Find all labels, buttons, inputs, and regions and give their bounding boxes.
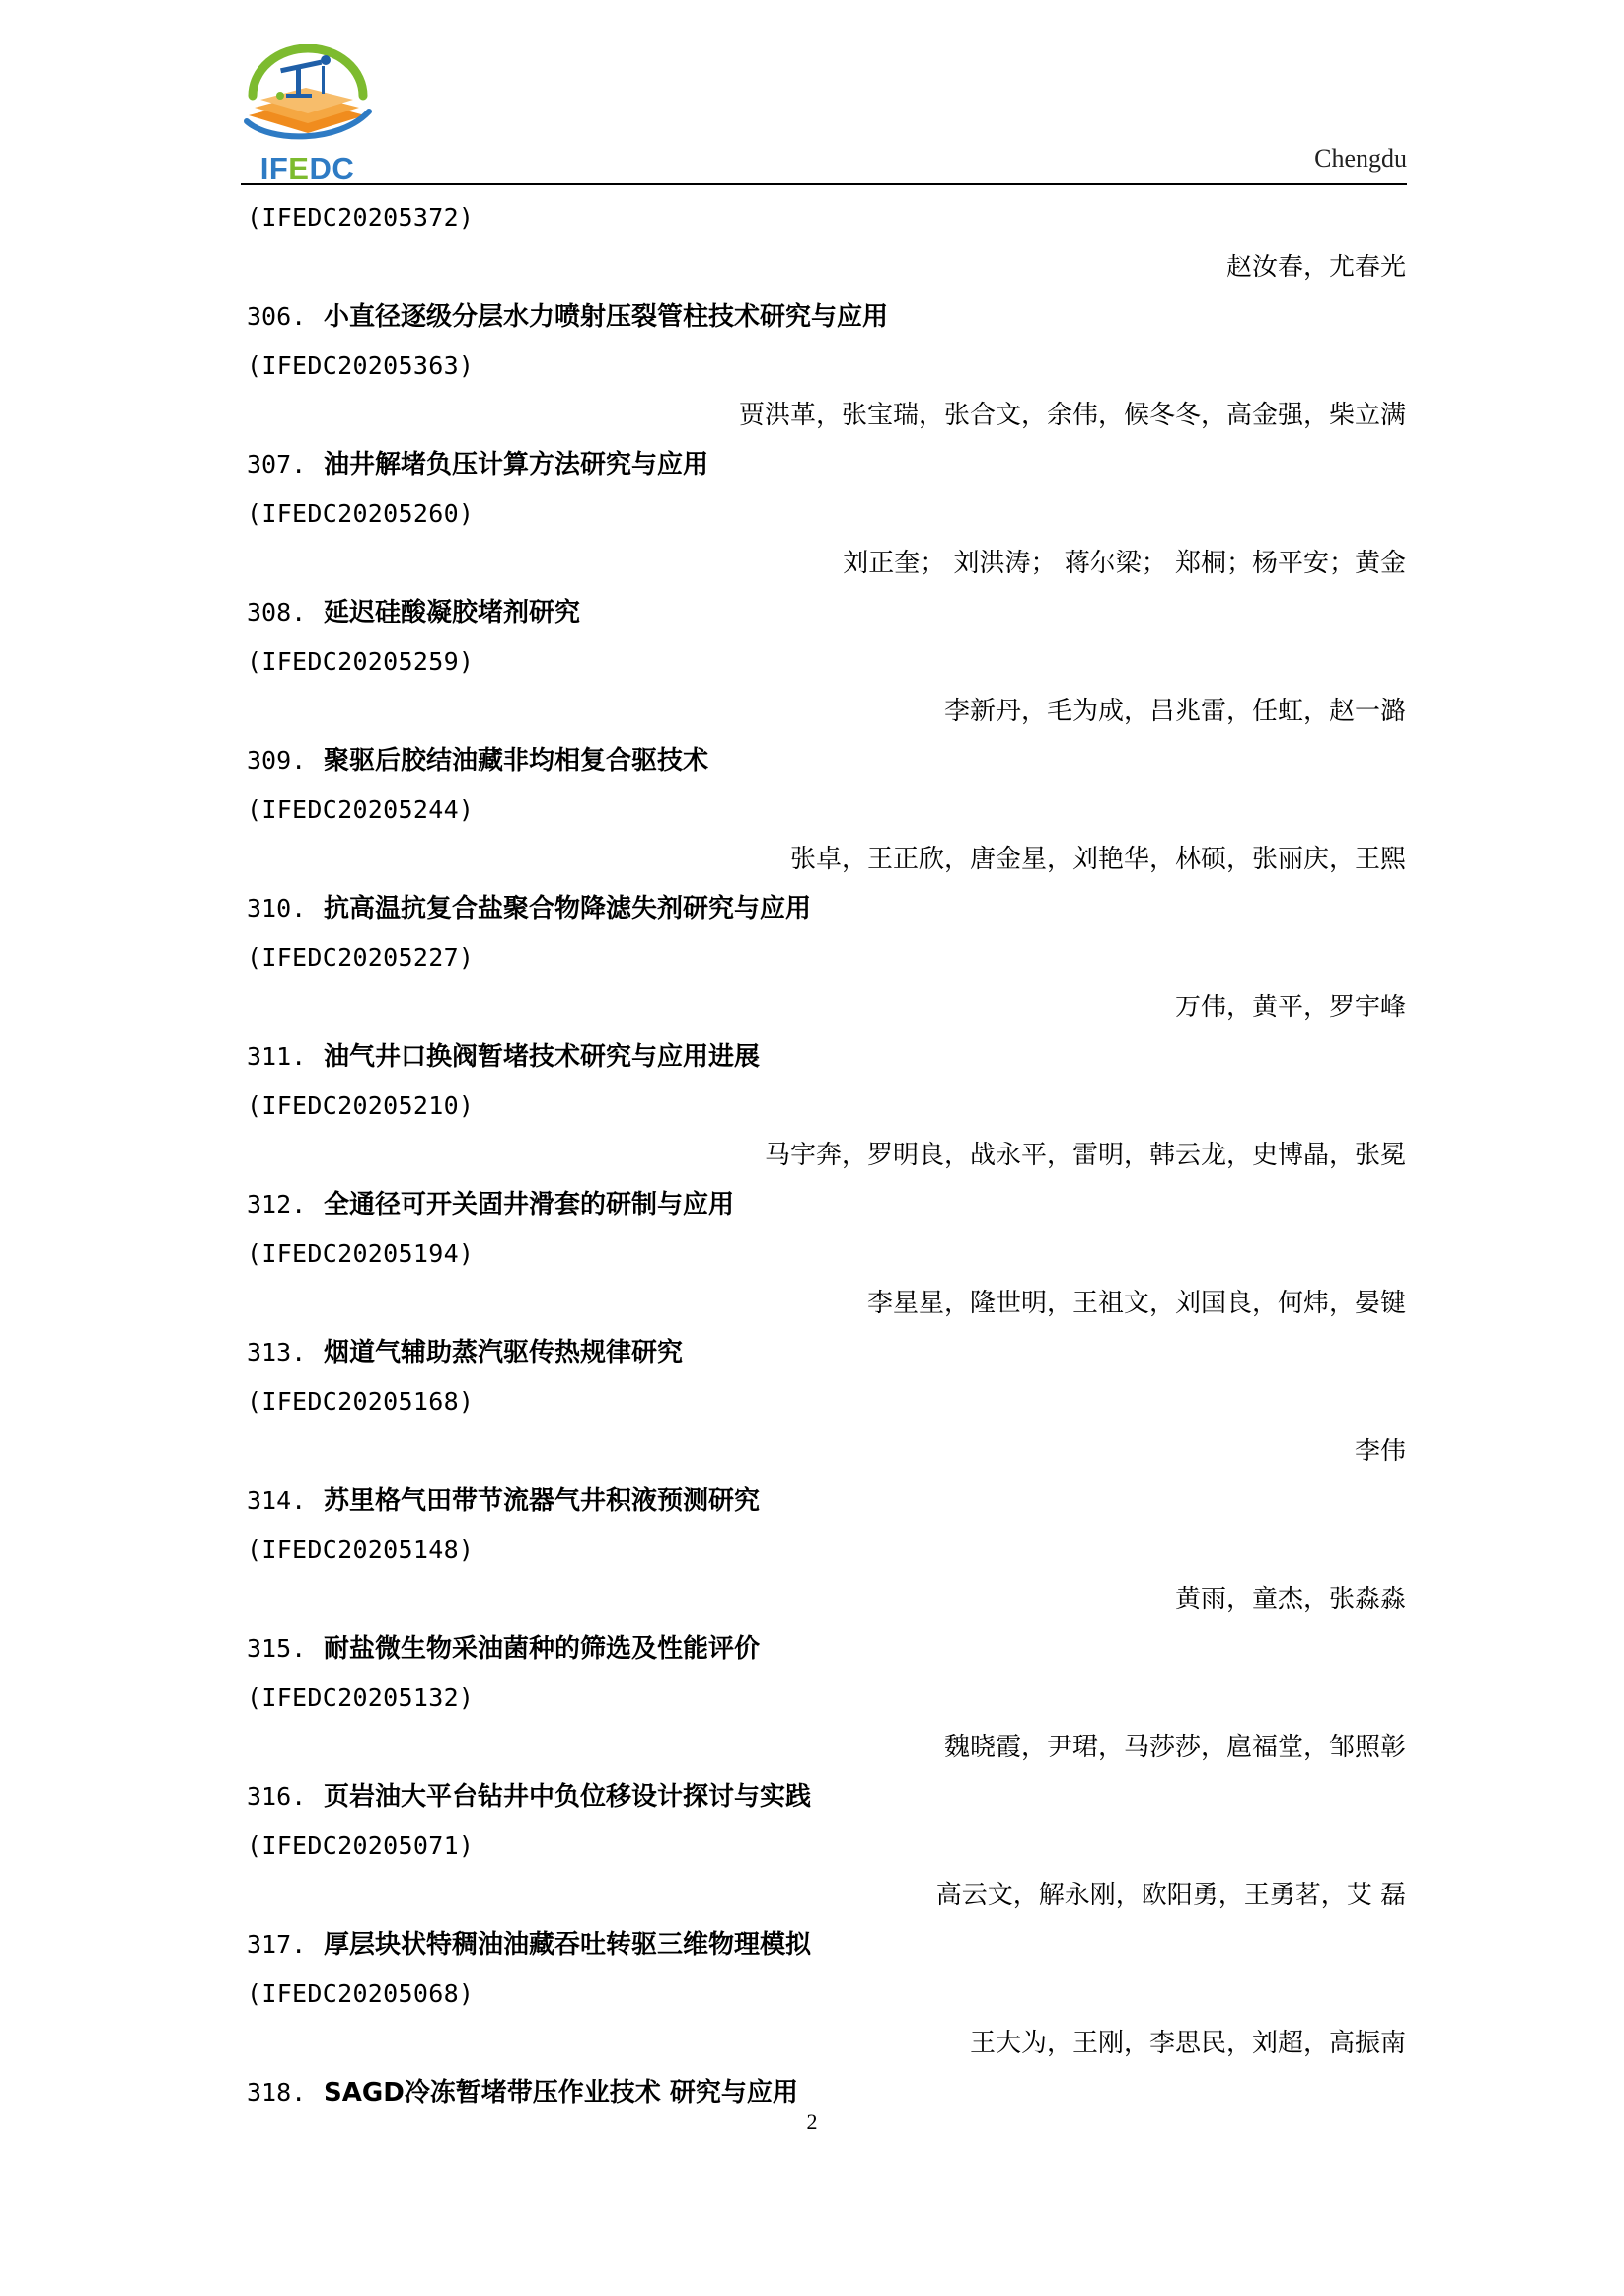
paper-entry xyxy=(247,1180,1406,1328)
paper-list xyxy=(247,193,1406,2117)
paper-code: (IFEDC20205194) xyxy=(247,1239,475,1268)
paper-number: 306. xyxy=(247,302,307,331)
paper-title: 页岩油大平台钻井中负位移设计探讨与实践 xyxy=(324,1782,812,1812)
page-number: 2 xyxy=(806,2110,818,2134)
paper-entry xyxy=(247,588,1406,736)
paper-title: 油气井口换阀暂堵技术研究与应用进展 xyxy=(324,1042,761,1072)
paper-title: 厚层块状特稠油油藏吞吐转驱三维物理模拟 xyxy=(324,1930,812,1960)
paper-code: (IFEDC20205071) xyxy=(247,1831,475,1860)
paper-authors: 万伟，黄平，罗宇峰 xyxy=(1174,993,1406,1022)
paper-code: (IFEDC20205227) xyxy=(247,943,475,972)
paper-title: 烟道气辅助蒸汽驱传热规律研究 xyxy=(324,1338,684,1368)
header-divider xyxy=(241,183,1407,185)
paper-title-line xyxy=(247,1772,1406,1821)
paper-code: (IFEDC20205068) xyxy=(247,1979,475,2008)
paper-entry xyxy=(247,1032,1406,1180)
ifedc-logo xyxy=(241,44,374,183)
paper-title: 小直径逐级分层水力喷射压裂管柱技术研究与应用 xyxy=(324,302,889,332)
paper-entry xyxy=(247,884,1406,1032)
paper-entry xyxy=(247,440,1406,588)
paper-title: 抗高温抗复合盐聚合物降滤失剂研究与应用 xyxy=(324,894,812,924)
paper-entry xyxy=(247,1624,1406,1772)
paper-code: (IFEDC20205372) xyxy=(247,203,475,232)
paper-authors: 李星星，隆世明，王祖文，刘国良，何炜，晏键 xyxy=(866,1289,1406,1318)
paper-title-line xyxy=(247,1920,1406,1969)
paper-title-line xyxy=(247,1624,1406,1673)
paper-entry xyxy=(247,1476,1406,1624)
paper-authors: 张卓，王正欣，唐金星，刘艳华，林硕，张丽庆，王熙 xyxy=(789,845,1406,874)
paper-number: 314. xyxy=(247,1486,307,1515)
paper-code: (IFEDC20205363) xyxy=(247,351,475,380)
paper-entry xyxy=(247,1920,1406,2068)
paper-code: (IFEDC20205148) xyxy=(247,1535,475,1564)
paper-number: 313. xyxy=(247,1338,307,1367)
header-city: Chengdu xyxy=(1314,144,1407,173)
paper-code: (IFEDC20205168) xyxy=(247,1387,475,1416)
paper-title: 苏里格气田带节流器气井积液预测研究 xyxy=(324,1486,761,1516)
paper-title-line xyxy=(247,884,1406,933)
oil-pumpjack-logo-icon xyxy=(241,44,374,153)
paper-number: 315. xyxy=(247,1634,307,1663)
paper-number: 309. xyxy=(247,746,307,775)
logo-wordmark: IFEDC xyxy=(259,151,355,185)
paper-entry xyxy=(247,1772,1406,1920)
paper-title-line xyxy=(247,440,1406,489)
paper-number: 307. xyxy=(247,450,307,479)
paper-authors: 魏晓霞，尹珺，马莎莎，扈福堂，邹照彰 xyxy=(943,1733,1406,1762)
paper-title: 聚驱后胶结油藏非均相复合驱技术 xyxy=(324,746,709,776)
paper-entry xyxy=(247,292,1406,440)
paper-title: 耐盐微生物采油菌种的筛选及性能评价 xyxy=(324,1634,761,1664)
paper-title-line xyxy=(247,1032,1406,1081)
page-header xyxy=(241,39,1407,187)
paper-entries xyxy=(247,292,1406,2068)
paper-authors: 贾洪革，张宝瑞，张合文，余伟，候冬冬，高金强，柴立满 xyxy=(738,401,1406,430)
paper-title: SAGD冷冻暂堵带压作业技术 研究与应用 xyxy=(324,2078,798,2108)
paper-authors: 马宇奔，罗明良，战永平，雷明，韩云龙，史博晶，张冕 xyxy=(764,1141,1406,1170)
paper-code: (IFEDC20205132) xyxy=(247,1683,475,1712)
paper-code: (IFEDC20205244) xyxy=(247,795,475,824)
paper-title-line xyxy=(247,1328,1406,1377)
paper-title: 油井解堵负压计算方法研究与应用 xyxy=(324,450,709,480)
paper-code: (IFEDC20205210) xyxy=(247,1091,475,1120)
paper-authors: 赵汝春，尤春光 xyxy=(1225,253,1406,282)
paper-authors: 王大为，王刚，李思民，刘超，高振南 xyxy=(969,2029,1406,2058)
paper-authors: 李伟 xyxy=(1354,1437,1406,1466)
paper-code: (IFEDC20205259) xyxy=(247,647,475,676)
paper-title-line xyxy=(247,1180,1406,1229)
paper-number: 318. xyxy=(247,2078,307,2107)
paper-number: 308. xyxy=(247,598,307,627)
paper-number: 311. xyxy=(247,1042,307,1071)
paper-title-line xyxy=(247,1476,1406,1525)
paper-title: 延迟硅酸凝胶堵剂研究 xyxy=(324,598,581,628)
paper-number: 312. xyxy=(247,1190,307,1219)
paper-title-line xyxy=(247,736,1406,785)
paper-authors: 刘正奎； 刘洪涛； 蒋尔梁； 郑桐；杨平安；黄金 xyxy=(843,549,1406,578)
paper-code: (IFEDC20205260) xyxy=(247,499,475,528)
paper-authors: 李新丹，毛为成，吕兆雷，任虹，赵一潞 xyxy=(943,697,1406,726)
paper-title-line xyxy=(247,588,1406,637)
paper-entry xyxy=(247,1328,1406,1476)
paper-title: 全通径可开关固井滑套的研制与应用 xyxy=(324,1190,735,1220)
paper-number: 316. xyxy=(247,1782,307,1811)
paper-number: 317. xyxy=(247,1930,307,1959)
paper-authors: 高云文，解永刚，欧阳勇，王勇茗，艾 磊 xyxy=(935,1881,1406,1910)
paper-authors: 黄雨，童杰，张淼淼 xyxy=(1174,1585,1406,1614)
paper-entry xyxy=(247,736,1406,884)
paper-number: 310. xyxy=(247,894,307,923)
paper-title-line xyxy=(247,292,1406,341)
